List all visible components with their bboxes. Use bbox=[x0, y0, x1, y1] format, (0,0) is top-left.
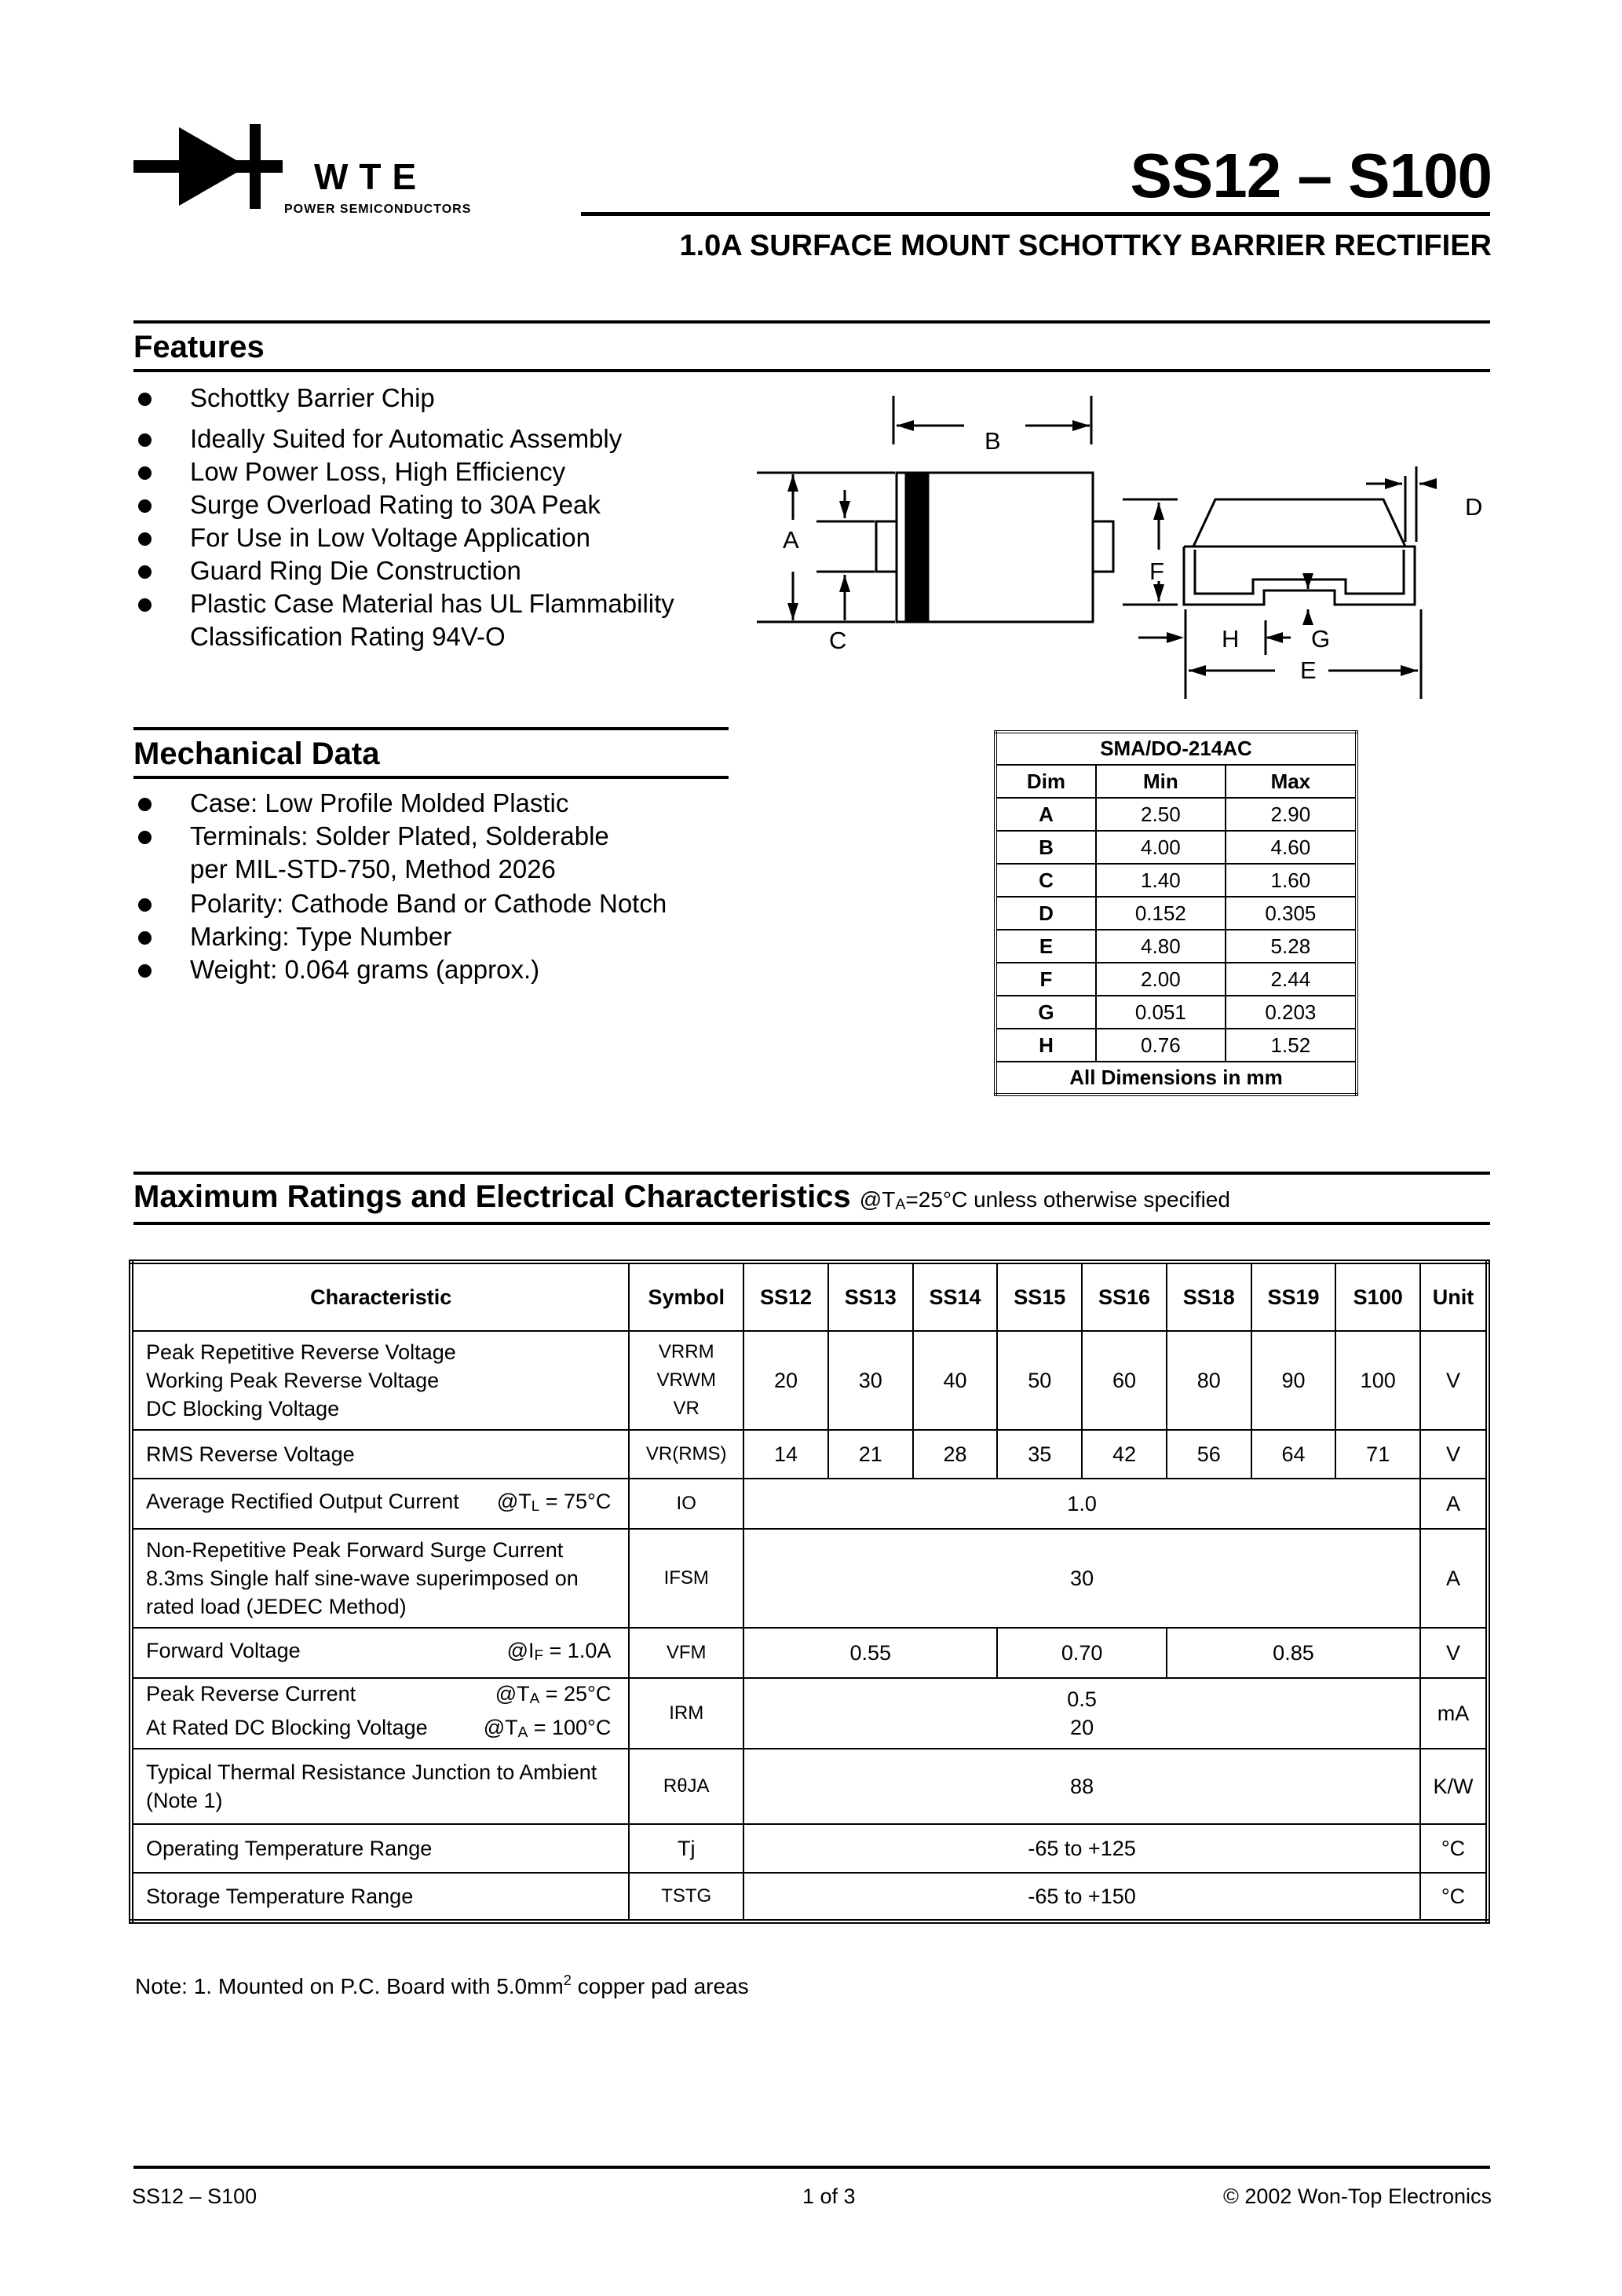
dim-table-title: SMA/DO-214AC bbox=[995, 732, 1357, 765]
unit-cell: °C bbox=[1420, 1824, 1488, 1873]
cond-prefix: @T bbox=[495, 1682, 530, 1706]
unit-cell: A bbox=[1420, 1529, 1488, 1628]
cond-suffix: = 1.0A bbox=[543, 1638, 612, 1662]
dim-label-e: E bbox=[1300, 656, 1317, 684]
unit-cell: V bbox=[1420, 1331, 1488, 1430]
dim-label-b: B bbox=[985, 427, 1001, 455]
value-cell: 64 bbox=[1251, 1430, 1336, 1479]
mechanical-bottom-rule bbox=[133, 776, 729, 779]
ratings-condition bbox=[860, 1187, 1230, 1212]
mechanical-item: Weight: 0.064 grams (approx.) bbox=[133, 953, 667, 986]
mechanical-list-2 bbox=[133, 887, 667, 986]
col-header: Unit bbox=[1420, 1262, 1488, 1331]
footer-part-number: SS12 – S100 bbox=[132, 2184, 258, 2208]
char-line: Working Peak Reverse Voltage bbox=[146, 1369, 440, 1392]
ratings-table bbox=[129, 1260, 1490, 1924]
table-row bbox=[131, 1479, 1488, 1529]
features-list bbox=[133, 382, 674, 620]
char-line: 8.3ms Single half sine-wave superimposed on bbox=[146, 1567, 579, 1590]
char-row bbox=[146, 1713, 623, 1747]
dim-label-f: F bbox=[1149, 558, 1164, 585]
char-condition bbox=[497, 1487, 612, 1521]
value-cell: -65 to +125 bbox=[743, 1824, 1420, 1873]
dim-cell: 1.52 bbox=[1226, 1029, 1357, 1062]
value-cell: 90 bbox=[1251, 1331, 1336, 1430]
col-header: SS13 bbox=[828, 1262, 913, 1331]
footer-rule bbox=[133, 2166, 1490, 2169]
symbol-cell: VFM bbox=[629, 1628, 743, 1678]
value-cell: 30 bbox=[743, 1529, 1420, 1628]
mechanical-item: Case: Low Profile Molded Plastic bbox=[133, 787, 609, 820]
dim-label-g: G bbox=[1311, 625, 1331, 653]
ratings-top-rule bbox=[133, 1172, 1490, 1175]
value-line: 20 bbox=[1070, 1716, 1094, 1739]
mechanical-item: Marking: Type Number bbox=[133, 920, 667, 953]
cond-suffix: = 75°C bbox=[539, 1489, 612, 1513]
value-cell: 35 bbox=[997, 1430, 1082, 1479]
dim-cell: D bbox=[995, 897, 1096, 930]
dim-cell: 0.76 bbox=[1096, 1029, 1226, 1062]
unit-cell: V bbox=[1420, 1628, 1488, 1678]
dim-cell: 2.00 bbox=[1096, 963, 1226, 996]
char-row bbox=[146, 1636, 623, 1670]
value-cell: 30 bbox=[828, 1331, 913, 1430]
col-header: SS14 bbox=[913, 1262, 998, 1331]
dim-cell: 4.60 bbox=[1226, 831, 1357, 864]
unit-cell: V bbox=[1420, 1430, 1488, 1479]
feature-item: Ideally Suited for Automatic Assembly bbox=[133, 422, 674, 455]
characteristic-cell bbox=[131, 1479, 629, 1529]
table-header-row bbox=[131, 1262, 1488, 1331]
symbol-cell: TSTG bbox=[629, 1873, 743, 1921]
footer-page-number: 1 of 3 bbox=[802, 2184, 856, 2208]
dim-cell: 0.152 bbox=[1096, 897, 1226, 930]
footer-copyright: © 2002 Won-Top Electronics bbox=[1222, 2184, 1492, 2208]
table-row bbox=[995, 1029, 1357, 1062]
characteristic-cell: Operating Temperature Range bbox=[131, 1824, 629, 1873]
cond-prefix: @T bbox=[859, 1187, 896, 1212]
value-cell: 50 bbox=[997, 1331, 1082, 1430]
cond-sub: A bbox=[517, 1724, 528, 1741]
logo-subtitle: POWER SEMICONDUCTORS bbox=[284, 203, 472, 216]
value-cell bbox=[743, 1678, 1420, 1749]
table-row bbox=[131, 1430, 1488, 1479]
table-row bbox=[995, 897, 1357, 930]
char-line: Peak Repetitive Reverse Voltage bbox=[146, 1340, 456, 1364]
char-condition bbox=[484, 1713, 612, 1747]
col-header: Characteristic bbox=[131, 1262, 629, 1331]
title-divider bbox=[581, 212, 1490, 216]
dim-col-header: Dim bbox=[995, 765, 1096, 798]
features-top-rule bbox=[133, 320, 1490, 324]
dim-table-footer: All Dimensions in mm bbox=[995, 1062, 1357, 1095]
characteristic-cell: Storage Temperature Range bbox=[131, 1873, 629, 1921]
symbol-cell: IFSM bbox=[629, 1529, 743, 1628]
dim-cell: B bbox=[995, 831, 1096, 864]
feature-item: Schottky Barrier Chip bbox=[133, 382, 674, 415]
table-row bbox=[131, 1529, 1488, 1628]
dim-cell: G bbox=[995, 996, 1096, 1029]
symbol-line: VR bbox=[673, 1398, 700, 1419]
char-line: rated load (JEDEC Method) bbox=[146, 1595, 407, 1618]
dim-cell: E bbox=[995, 930, 1096, 963]
footnote-sup: 2 bbox=[563, 1972, 572, 1988]
package-diagram bbox=[746, 385, 1500, 699]
cond-sub: A bbox=[895, 1195, 906, 1213]
symbol-cell: IO bbox=[629, 1479, 743, 1529]
value-cell: 20 bbox=[743, 1331, 828, 1430]
characteristic-cell bbox=[131, 1529, 629, 1628]
dim-cell: 0.203 bbox=[1226, 996, 1357, 1029]
char-line: DC Blocking Voltage bbox=[146, 1397, 340, 1420]
characteristic-cell bbox=[131, 1678, 629, 1749]
col-header: SS15 bbox=[997, 1262, 1082, 1331]
symbol-line: VRRM bbox=[658, 1341, 714, 1362]
value-cell: 28 bbox=[913, 1430, 998, 1479]
cond-sub: A bbox=[529, 1691, 540, 1707]
unit-cell: mA bbox=[1420, 1678, 1488, 1749]
value-cell: 40 bbox=[913, 1331, 998, 1430]
value-cell: 1.0 bbox=[743, 1479, 1420, 1529]
footnote bbox=[135, 1972, 749, 1999]
table-row bbox=[995, 996, 1357, 1029]
ratings-bottom-rule bbox=[133, 1222, 1490, 1225]
dim-cell: 2.44 bbox=[1226, 963, 1357, 996]
dim-col-header: Max bbox=[1226, 765, 1357, 798]
value-cell: 0.70 bbox=[997, 1628, 1167, 1678]
characteristic-cell bbox=[131, 1749, 629, 1824]
symbol-cell bbox=[629, 1331, 743, 1430]
symbol-cell: RθJA bbox=[629, 1749, 743, 1824]
value-cell: 0.85 bbox=[1167, 1628, 1420, 1678]
value-line: 0.5 bbox=[1067, 1687, 1097, 1711]
dimensions-table bbox=[994, 730, 1358, 1096]
value-cell: 88 bbox=[743, 1749, 1420, 1824]
dim-col-header: Min bbox=[1096, 765, 1226, 798]
feature-item: Guard Ring Die Construction bbox=[133, 554, 674, 587]
logo-name: WTE bbox=[314, 156, 428, 197]
feature-item: Surge Overload Rating to 30A Peak bbox=[133, 488, 674, 521]
char-text: Forward Voltage bbox=[146, 1638, 301, 1662]
value-cell: 100 bbox=[1335, 1331, 1420, 1430]
dim-cell: 2.50 bbox=[1096, 798, 1226, 831]
features-bottom-rule bbox=[133, 369, 1490, 372]
value-cell: 21 bbox=[828, 1430, 913, 1479]
table-row bbox=[995, 864, 1357, 897]
value-cell: 60 bbox=[1082, 1331, 1167, 1430]
symbol-line: VRWM bbox=[656, 1369, 716, 1391]
dim-cell: C bbox=[995, 864, 1096, 897]
characteristic-cell bbox=[131, 1331, 629, 1430]
footnote-suffix: copper pad areas bbox=[571, 1973, 749, 1998]
symbol-cell: Tj bbox=[629, 1824, 743, 1873]
table-row bbox=[995, 963, 1357, 996]
page-subtitle: 1.0A SURFACE MOUNT SCHOTTKY BARRIER RECTIFIER bbox=[679, 229, 1492, 262]
char-row bbox=[146, 1487, 623, 1521]
cond-prefix: @I bbox=[506, 1638, 535, 1662]
characteristic-cell: RMS Reverse Voltage bbox=[131, 1430, 629, 1479]
dim-cell: 5.28 bbox=[1226, 930, 1357, 963]
unit-cell: K/W bbox=[1420, 1749, 1488, 1824]
value-cell: 71 bbox=[1335, 1430, 1420, 1479]
feature-item: Plastic Case Material has UL Flammability bbox=[133, 587, 674, 620]
page-title: SS12 – S100 bbox=[1130, 141, 1492, 210]
symbol-cell: IRM bbox=[629, 1678, 743, 1749]
table-row bbox=[131, 1749, 1488, 1824]
unit-cell: A bbox=[1420, 1479, 1488, 1529]
char-condition bbox=[495, 1680, 612, 1713]
feature-item-continuation: Classification Rating 94V-O bbox=[190, 622, 506, 651]
col-header: SS16 bbox=[1082, 1262, 1167, 1331]
char-line: Non-Repetitive Peak Forward Surge Current bbox=[146, 1538, 564, 1562]
char-text: Peak Reverse Current bbox=[146, 1682, 356, 1706]
col-header: SS18 bbox=[1167, 1262, 1251, 1331]
dim-cell: 0.051 bbox=[1096, 996, 1226, 1029]
col-header: S100 bbox=[1335, 1262, 1420, 1331]
features-heading: Features bbox=[133, 330, 265, 364]
col-header: SS19 bbox=[1251, 1262, 1336, 1331]
value-cell: 0.55 bbox=[743, 1628, 997, 1678]
ratings-heading bbox=[133, 1179, 1230, 1215]
dim-cell: H bbox=[995, 1029, 1096, 1062]
dim-cell: 2.90 bbox=[1226, 798, 1357, 831]
unit-cell: °C bbox=[1420, 1873, 1488, 1921]
char-line: Typical Thermal Resistance Junction to Ambient bbox=[146, 1760, 597, 1784]
value-cell: 42 bbox=[1082, 1430, 1167, 1479]
cond-suffix: =25°C unless otherwise specified bbox=[905, 1187, 1230, 1212]
mechanical-top-rule bbox=[133, 727, 729, 730]
dim-label-c: C bbox=[829, 627, 847, 654]
feature-item: For Use in Low Voltage Application bbox=[133, 521, 674, 554]
col-header: SS12 bbox=[743, 1262, 828, 1331]
value-cell: 14 bbox=[743, 1430, 828, 1479]
mechanical-item-continuation: per MIL-STD-750, Method 2026 bbox=[190, 854, 556, 883]
mechanical-item: Terminals: Solder Plated, Solderable bbox=[133, 820, 609, 853]
mechanical-list bbox=[133, 787, 609, 853]
dim-cell: 1.60 bbox=[1226, 864, 1357, 897]
char-line: (Note 1) bbox=[146, 1789, 223, 1812]
table-row bbox=[995, 930, 1357, 963]
mechanical-item: Polarity: Cathode Band or Cathode Notch bbox=[133, 887, 667, 920]
dim-cell: A bbox=[995, 798, 1096, 831]
footnote-text: Note: 1. Mounted on P.C. Board with 5.0mm bbox=[135, 1973, 564, 1998]
value-cell: -65 to +150 bbox=[743, 1873, 1420, 1921]
cond-sub: F bbox=[534, 1647, 544, 1664]
table-row bbox=[995, 798, 1357, 831]
table-row bbox=[995, 831, 1357, 864]
feature-item: Low Power Loss, High Efficiency bbox=[133, 455, 674, 488]
dim-cell: 0.305 bbox=[1226, 897, 1357, 930]
char-text: Average Rectified Output Current bbox=[146, 1489, 459, 1513]
table-row bbox=[131, 1628, 1488, 1678]
symbol-cell: VR(RMS) bbox=[629, 1430, 743, 1479]
dim-label-a: A bbox=[783, 526, 799, 554]
value-cell: 80 bbox=[1167, 1331, 1251, 1430]
cond-suffix: = 25°C bbox=[539, 1682, 612, 1706]
value-cell: 56 bbox=[1167, 1430, 1251, 1479]
dim-cell: 4.00 bbox=[1096, 831, 1226, 864]
table-row bbox=[131, 1678, 1488, 1749]
char-text: At Rated DC Blocking Voltage bbox=[146, 1716, 428, 1739]
table-row bbox=[131, 1873, 1488, 1921]
char-condition bbox=[507, 1636, 612, 1670]
col-header: Symbol bbox=[629, 1262, 743, 1331]
dim-cell: F bbox=[995, 963, 1096, 996]
mechanical-heading: Mechanical Data bbox=[133, 737, 380, 771]
cond-prefix: @T bbox=[483, 1716, 518, 1739]
ratings-heading-text: Maximum Ratings and Electrical Characteristics bbox=[133, 1179, 851, 1214]
char-row bbox=[146, 1680, 623, 1713]
dim-label-d: D bbox=[1465, 493, 1483, 521]
cond-prefix: @T bbox=[496, 1489, 532, 1513]
table-row bbox=[131, 1824, 1488, 1873]
dim-cell: 4.80 bbox=[1096, 930, 1226, 963]
cond-suffix: = 100°C bbox=[528, 1716, 612, 1739]
cond-sub: L bbox=[531, 1497, 540, 1515]
dim-cell: 1.40 bbox=[1096, 864, 1226, 897]
dim-label-h: H bbox=[1222, 625, 1240, 653]
wte-logo-icon bbox=[133, 119, 283, 221]
table-row bbox=[131, 1331, 1488, 1430]
characteristic-cell bbox=[131, 1628, 629, 1678]
